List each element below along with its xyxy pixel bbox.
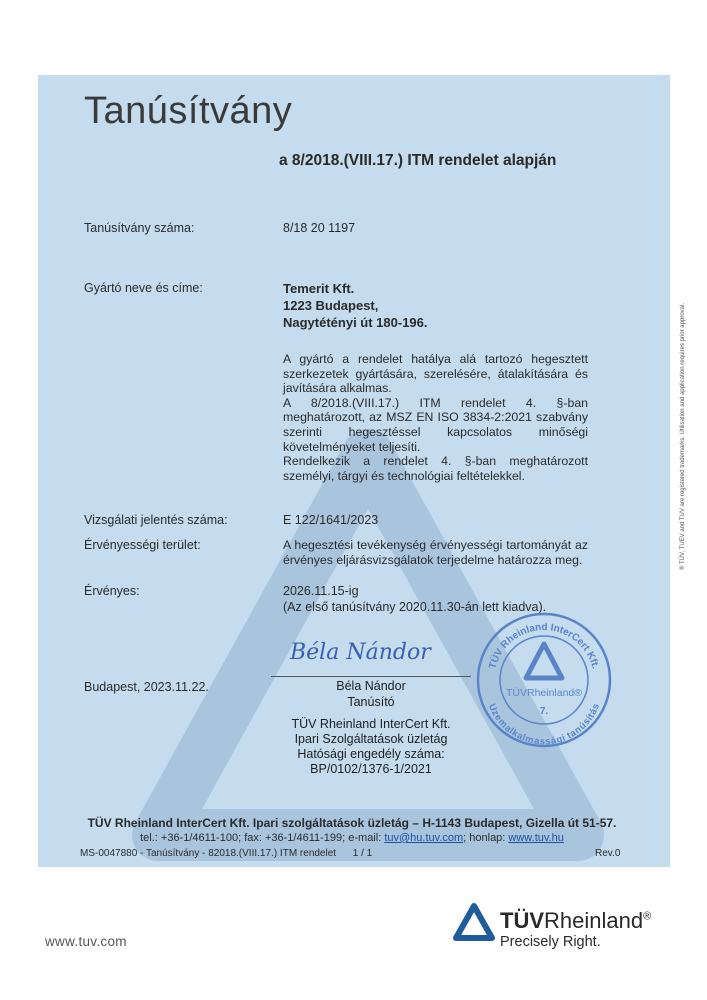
issuer-line-2: Ipari Szolgáltatások üzletág <box>294 732 448 746</box>
brand-light: Rheinland <box>544 908 644 933</box>
issuer-block <box>271 717 471 777</box>
stamp-number: 7. <box>539 706 549 717</box>
brand-logo <box>500 908 651 934</box>
stamp-top-text: TÜV Rheinland InterCert Kft. <box>487 621 601 671</box>
trademark-side-note: ® TÜV, TUEV and TUV are registered trademarks. Utilisation and application requires prior approval. <box>680 303 686 570</box>
issuer-line-3: Hatósági engedély száma: <box>297 747 445 761</box>
stamp-logo-text: TÜVRheinland® <box>505 687 583 699</box>
page-title: Tanúsítvány <box>84 90 293 132</box>
scope-label: Érvényességi terület: <box>84 538 201 552</box>
issuer-line-4: BP/0102/1376-1/2021 <box>310 762 432 776</box>
stamp-bottom-text: Uzemalkalmassági tanúsítás <box>485 702 603 748</box>
email-link[interactable]: tuv@hu.tuv.com <box>384 832 464 844</box>
manufacturer-city: 1223 Budapest, <box>283 298 379 313</box>
report-value: E 122/1641/2023 <box>283 513 379 527</box>
official-stamp <box>474 610 614 750</box>
validity-note: (Az első tanúsítvány 2020.11.30-án lett kiadva). <box>283 600 547 614</box>
signature-line <box>271 676 471 677</box>
statement-block <box>283 352 588 483</box>
manufacturer-name: Temerit Kft. <box>283 281 355 296</box>
brand-tagline: Precisely Right. <box>500 934 601 950</box>
statement-paragraph-3: Rendelkezik a rendelet 4. §-ban meghatározott személyi, tárgyi és technológiai feltételekkel. <box>283 454 588 483</box>
footer-address: TÜV Rheinland InterCert Kft. Ipari szolgáltatások üzletág – H-1143 Budapest, Gizella út 51-57. <box>87 816 617 830</box>
website-link[interactable]: www.tuv.com <box>45 934 127 949</box>
signer-name: Béla Nándor <box>336 679 406 693</box>
revision: Rev.0 <box>595 848 621 859</box>
page-subtitle: a 8/2018.(VIII.17.) ITM rendelet alapján <box>279 152 557 169</box>
homepage-link[interactable]: www.tuv.hu <box>508 832 564 844</box>
report-label: Vizsgálati jelentés száma: <box>84 513 228 527</box>
statement-paragraph-1: A gyártó a rendelet hatálya alá tartozó hegesztett szerkezetek gyártására, szerelésére, átalakítására és javítására alkalmas. <box>283 352 588 396</box>
brand-registered: ® <box>643 910 652 923</box>
manufacturer-label: Gyártó neve és címe: <box>84 281 203 295</box>
document-reference: MS-0047880 - Tanúsítvány - 82018.(VIII.17.) ITM rendelet 1 / 1 <box>80 848 373 859</box>
validity-label: Érvényes: <box>84 584 140 598</box>
homepage-prefix: ; honlap: <box>463 832 506 844</box>
scope-value: A hegesztési tevékenység érvényességi tartományát az érvényes eljárásvizsgálatok terjedelme határozza meg. <box>283 538 588 567</box>
place-date: Budapest, 2023.11.22. <box>84 680 209 694</box>
manufacturer-street: Nagytétényi út 180-196. <box>283 315 428 330</box>
contact-prefix: tel.: +36-1/4611-100; fax: +36-1/4611-199; e-mail: <box>140 832 382 844</box>
brand-bold: TÜV <box>500 908 544 933</box>
cert-number-label: Tanúsítvány száma: <box>84 221 195 235</box>
validity-date: 2026.11.15-ig <box>283 584 359 598</box>
signer-role: Tanúsító <box>347 695 395 709</box>
statement-paragraph-2: A 8/2018.(VIII.17.) ITM rendelet 4. §-ban meghatározott, az MSZ EN ISO 3834-2:2021 szabvány szerinti hegesztéssel kapcsolatos minőségi követelményeket teljesíti. <box>283 395 588 454</box>
handwritten-signature: Béla Nándor <box>290 640 431 665</box>
footer-contact <box>72 832 632 844</box>
cert-number-value: 8/18 20 1197 <box>283 221 356 235</box>
issuer-line-1: TÜV Rheinland InterCert Kft. <box>291 717 451 731</box>
tuv-logo-icon <box>452 902 496 942</box>
